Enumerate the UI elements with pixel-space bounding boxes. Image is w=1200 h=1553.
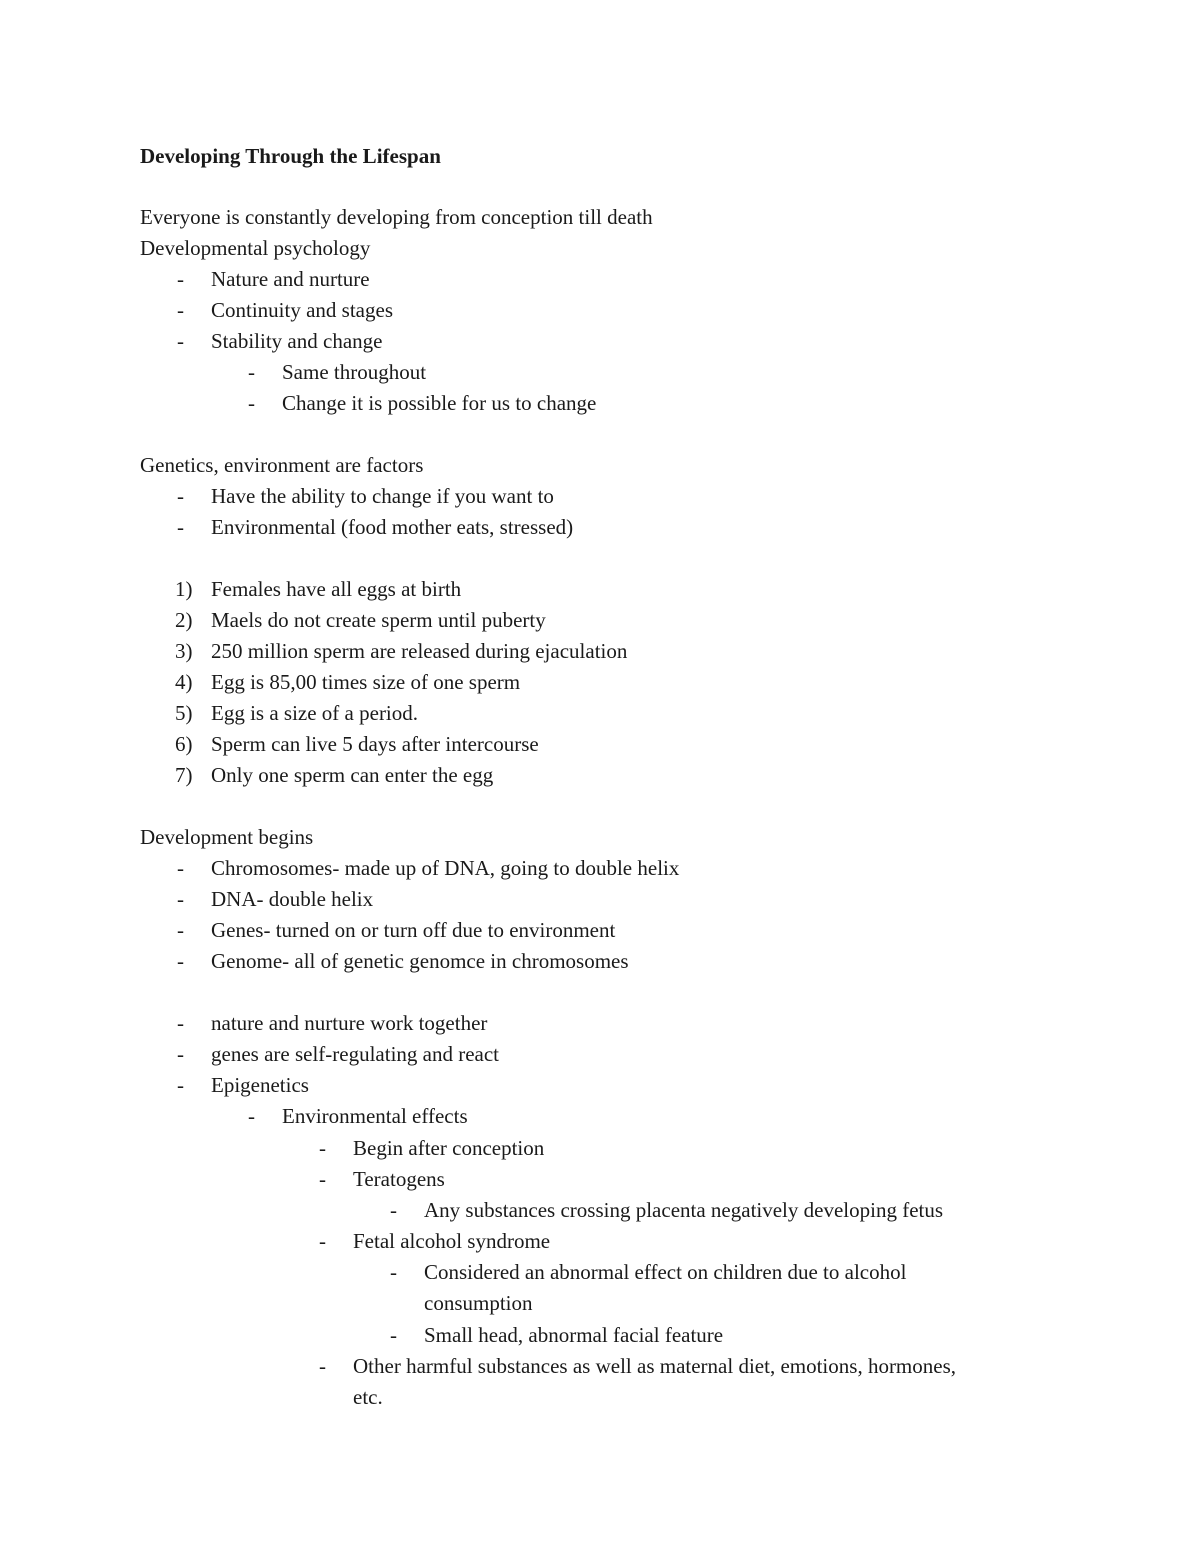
list-number: 1) <box>175 577 193 601</box>
sub-sub-list-item: Begin after conception <box>353 1136 545 1160</box>
bullet-dash: - <box>177 515 184 539</box>
level4-list-item: Small head, abnormal facial feature <box>424 1323 724 1347</box>
sub-list-item: Change it is possible for us to change <box>282 391 597 415</box>
numbered-item: Only one sperm can enter the egg <box>211 763 494 787</box>
list-item: Nature and nurture <box>211 267 370 291</box>
sub-list-item: Environmental effects <box>282 1104 468 1128</box>
list-item: nature and nurture work together <box>211 1011 488 1035</box>
list-item: Genome- all of genetic genomce in chromosomes <box>211 949 629 973</box>
bullet-dash: - <box>319 1229 326 1253</box>
numbered-item: 250 million sperm are released during ejaculation <box>211 639 628 663</box>
bullet-dash: - <box>319 1354 326 1378</box>
sub-list-item: Same throughout <box>282 360 427 384</box>
list-item: genes are self-regulating and react <box>211 1042 500 1066</box>
level4-list-item: Considered an abnormal effect on children due to alcohol <box>424 1260 907 1284</box>
numbered-item: Sperm can live 5 days after intercourse <box>211 732 539 756</box>
bullet-dash: - <box>248 1104 255 1128</box>
bullet-dash: - <box>177 1042 184 1066</box>
list-number: 7) <box>175 763 193 787</box>
bullet-dash: - <box>319 1136 326 1160</box>
list-item: Have the ability to change if you want to <box>211 484 554 508</box>
bullet-dash: - <box>177 298 184 322</box>
bullet-dash: - <box>390 1323 397 1347</box>
list-item: DNA- double helix <box>211 887 374 911</box>
bullet-dash: - <box>177 918 184 942</box>
genetics-heading: Genetics, environment are factors <box>140 453 424 477</box>
list-item: Stability and change <box>211 329 383 353</box>
sub-sub-list-item: Teratogens <box>353 1167 445 1191</box>
bullet-dash: - <box>319 1167 326 1191</box>
sub-sub-list-item: Other harmful substances as well as maternal diet, emotions, hormones, <box>353 1354 957 1378</box>
bullet-dash: - <box>248 391 255 415</box>
bullet-dash: - <box>177 856 184 880</box>
list-number: 5) <box>175 701 193 725</box>
bullet-dash: - <box>177 484 184 508</box>
bullet-dash: - <box>177 1073 184 1097</box>
bullet-dash: - <box>390 1260 397 1284</box>
bullet-dash: - <box>177 887 184 911</box>
list-number: 6) <box>175 732 193 756</box>
sub-sub-list-item: Fetal alcohol syndrome <box>353 1229 551 1253</box>
development-heading: Development begins <box>140 825 314 849</box>
list-item: Chromosomes- made up of DNA, going to double helix <box>211 856 680 880</box>
numbered-item: Egg is a size of a period. <box>211 701 419 725</box>
list-item: Continuity and stages <box>211 298 393 322</box>
list-number: 4) <box>175 670 193 694</box>
numbered-item: Females have all eggs at birth <box>211 577 462 601</box>
list-item: Genes- turned on or turn off due to environment <box>211 918 616 942</box>
level4-list-item-continuation: consumption <box>424 1291 533 1315</box>
developmental-psychology-heading: Developmental psychology <box>140 236 371 260</box>
bullet-dash: - <box>177 1011 184 1035</box>
bullet-dash: - <box>177 267 184 291</box>
list-item: Epigenetics <box>211 1073 309 1097</box>
sub-sub-list-item-continuation: etc. <box>353 1385 383 1409</box>
list-number: 2) <box>175 608 193 632</box>
list-item: Environmental (food mother eats, stressed) <box>211 515 574 539</box>
numbered-item: Egg is 85,00 times size of one sperm <box>211 670 521 694</box>
intro-line: Everyone is constantly developing from conception till death <box>140 205 653 229</box>
level4-list-item: Any substances crossing placenta negatively developing fetus <box>424 1198 944 1222</box>
document-title: Developing Through the Lifespan <box>140 144 441 168</box>
bullet-dash: - <box>177 949 184 973</box>
list-number: 3) <box>175 639 193 663</box>
numbered-item: Maels do not create sperm until puberty <box>211 608 546 632</box>
bullet-dash: - <box>248 360 255 384</box>
bullet-dash: - <box>177 329 184 353</box>
bullet-dash: - <box>390 1198 397 1222</box>
